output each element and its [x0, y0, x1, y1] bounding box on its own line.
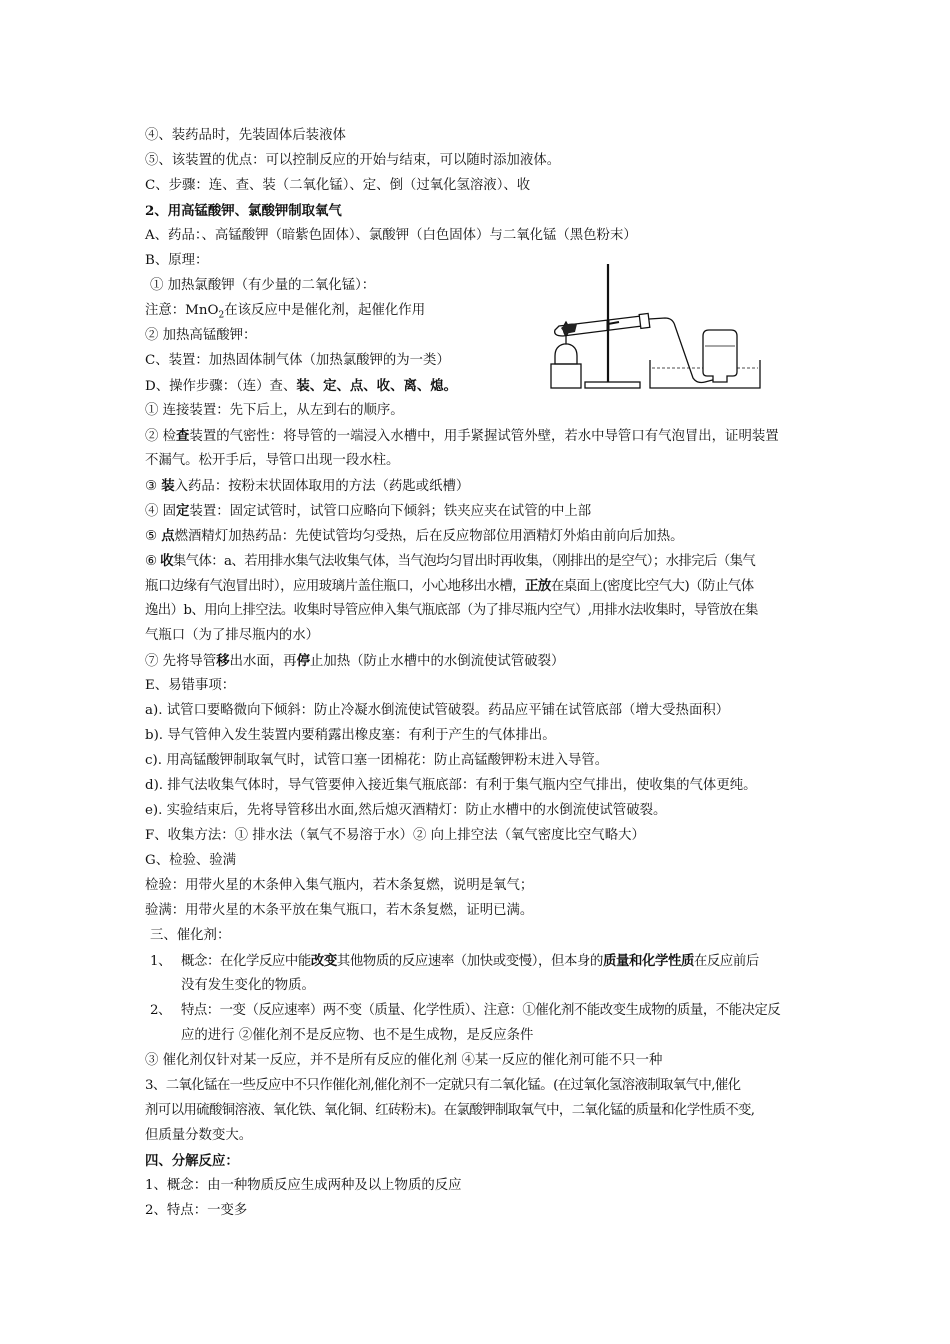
text-line: 应的进行 ②催化剂不是反应物、也不是生成物，是反应条件	[181, 1028, 534, 1043]
text-span: D、操作步骤：（连）查、	[145, 379, 297, 394]
text-span: ⑥	[145, 554, 161, 569]
bold-text: 装、定、点、收、离、熄。	[296, 378, 458, 394]
text-line: e). 实验结束后，先将导管移出水面,然后熄灭酒精灯：防止水槽中的水倒流使试管破裂。	[145, 803, 667, 818]
text-span: 止加热（防止水槽中的水倒流使试管破裂）	[309, 654, 565, 669]
text-line: E、易错事项：	[145, 678, 236, 693]
text-line	[145, 651, 815, 672]
text-line: A、药品：、高锰酸钾（暗紫色固体）、氯酸钾（白色固体）与二氧化锰（黑色粉末）	[145, 228, 637, 243]
text-span: ⑦ 先将导管	[145, 654, 217, 669]
bold-text: 改变	[310, 953, 337, 969]
alcohol-lamp	[555, 344, 577, 364]
text-span: 瓶口边缘有气泡冒出时），应用玻璃片盖住瓶口，小心地移出水槽，	[145, 579, 526, 594]
text-line: 逸出）b、用向上排空法。收集时导管应伸入集气瓶底部（为了排尽瓶内空气）,用排水法收集时，导管放在集	[145, 603, 758, 618]
bold-text: 查	[176, 428, 190, 444]
subscript: 2	[218, 310, 225, 321]
text-span: 在反应前后	[693, 954, 759, 969]
text-span: ③	[145, 479, 162, 494]
text-line: a). 试管口要略微向下倾斜：防止冷凝水倒流使试管破裂。药品应平铺在试管底部（增大受热面积）	[145, 703, 730, 718]
section-heading: 2、用高锰酸钾、氯酸钾制取氧气	[145, 203, 342, 219]
text-span: 注意：MnO	[145, 303, 219, 318]
text-span: ④ 固	[145, 504, 177, 519]
text-line	[145, 476, 815, 497]
bold-text: 正放	[525, 578, 551, 594]
clamp-arm	[608, 322, 619, 324]
text-span: 在该反应中是催化剂，起催化作用	[224, 303, 426, 318]
text-line: 2、特点：一变多	[145, 1203, 248, 1218]
bold-text: 点	[161, 528, 175, 544]
text-line: ④、装药品时，先装固体后装液体	[145, 128, 346, 143]
text-line	[145, 501, 815, 522]
lamp-block	[551, 364, 581, 388]
text-line: 不漏气。松开手后，导管口出现一段水柱。	[145, 453, 400, 468]
text-line: 1、概念：由一种物质反应生成两种及以上物质的反应	[145, 1178, 462, 1193]
stand-base	[585, 382, 640, 388]
text-line: ① 加热氯酸钾（有少量的二氧化锰）：	[150, 278, 376, 293]
text-span: 入药品：按粉末状固体取用的方法（药匙或纸槽）	[174, 479, 470, 494]
section-heading: 三、催化剂：	[150, 928, 231, 943]
bold-text: 装	[161, 478, 175, 494]
text-line: ⑤、该装置的优点：可以控制反应的开始与结束，可以随时添加液体。	[145, 153, 561, 168]
text-span: 特点：一变（反应速率）两不变（质量、化学性质）、注意：①催化剂不能改变生成物的质量，不能决定反	[181, 1003, 781, 1018]
list-item	[150, 1001, 815, 1021]
text-line: 验满：用带火星的木条平放在集气瓶口，若木条复燃，证明已满。	[145, 903, 534, 918]
bold-text: 移	[216, 653, 230, 669]
text-line: 检验：用带火星的木条伸入集气瓶内，若木条复燃，说明是氧气；	[145, 878, 534, 893]
text-line: C、步骤：连、查、装（二氧化锰）、定、倒（过氧化氢溶液）、收	[145, 178, 531, 193]
text-line: 3、二氧化锰在一些反应中不只作催化剂,催化剂不一定就只有二氧化锰。(在过氧化氢溶液制取氧气中,催化	[145, 1078, 741, 1093]
text-span: 装置的气密性：将导管的一端浸入水槽中，用手紧握试管外壁，若水中导管口有气泡冒出，证明装置	[189, 429, 779, 444]
bold-text: 停	[296, 653, 310, 669]
text-span: 出水面，再	[229, 654, 297, 669]
text-line	[145, 526, 815, 547]
bold-text: 收	[160, 553, 173, 569]
text-line: F、收集方法：① 排水法（氧气不易溶于水）② 向上排空法（氧气密度比空气略大）	[145, 828, 645, 843]
text-line: 剂可以用硫酸铜溶液、氧化铁、氧化铜、红砖粉末)。在氯酸钾制取氧气中，二氧化锰的质量和化学性质不变,	[145, 1103, 755, 1118]
text-span: 在桌面上(密度比空气大)（防止气体	[550, 579, 754, 594]
section-heading: 四、分解反应：	[145, 1153, 239, 1169]
text-span: ⑤	[145, 529, 162, 544]
text-line: d). 排气法收集气体时，导气管要伸入接近集气瓶底部：有利于集气瓶内空气排出，使收集的气体更纯。	[145, 778, 757, 793]
text-span: 其他物质的反应速率（加快或变慢），但本身的	[336, 954, 603, 969]
list-number: 1、	[150, 954, 172, 969]
text-line	[145, 576, 815, 597]
text-span: ② 检	[145, 429, 177, 444]
text-line	[145, 551, 815, 572]
text-line: ③ 催化剂仅针对某一反应，并不是所有反应的催化剂 ④某一反应的催化剂可能不只一种	[145, 1053, 663, 1068]
text-line	[145, 426, 815, 447]
stopper	[639, 313, 650, 328]
text-line: C、装置：加热固体制气体（加热氯酸钾的为一类）	[145, 353, 450, 368]
text-span: 装置：固定试管时，试管口应略向下倾斜；铁夹应夹在试管的中上部	[189, 504, 592, 519]
gas-apparatus-figure	[545, 260, 810, 398]
collection-bottle	[703, 330, 737, 382]
text-line: 但质量分数变大。	[145, 1128, 253, 1143]
text-span: 概念：在化学反应中能	[181, 954, 311, 969]
text-line: 气瓶口（为了排尽瓶内的水）	[145, 628, 320, 643]
text-line: G、检验、验满	[145, 853, 237, 868]
text-line: c). 用高锰酸钾制取氧气时，试管口塞一团棉花：防止高锰酸钾粉末进入导管。	[145, 753, 609, 768]
text-line: b). 导气管伸入发生装置内要稍露出橡皮塞：有利于产生的气体排出。	[145, 728, 556, 743]
bold-text: 定	[176, 503, 190, 519]
list-number: 2、	[150, 1003, 171, 1018]
text-line: ① 连接装置：先下后上，从左到右的顺序。	[145, 403, 404, 418]
text-span: 燃酒精灯加热药品：先使试管均匀受热，后在反应物部位用酒精灯外焰由前向后加热。	[174, 529, 684, 544]
text-line: B、原理：	[145, 253, 209, 268]
text-line: ② 加热高锰酸钾：	[145, 328, 257, 343]
text-line: 没有发生变化的物质。	[181, 978, 315, 993]
text-span: 集气体：a、若用排水集气法收集气体，当气泡均匀冒出时再收集，（刚排出的是空气）；水排完后（集气	[172, 554, 756, 569]
bold-text: 质量和化学性质	[603, 953, 694, 969]
list-item	[150, 951, 815, 972]
